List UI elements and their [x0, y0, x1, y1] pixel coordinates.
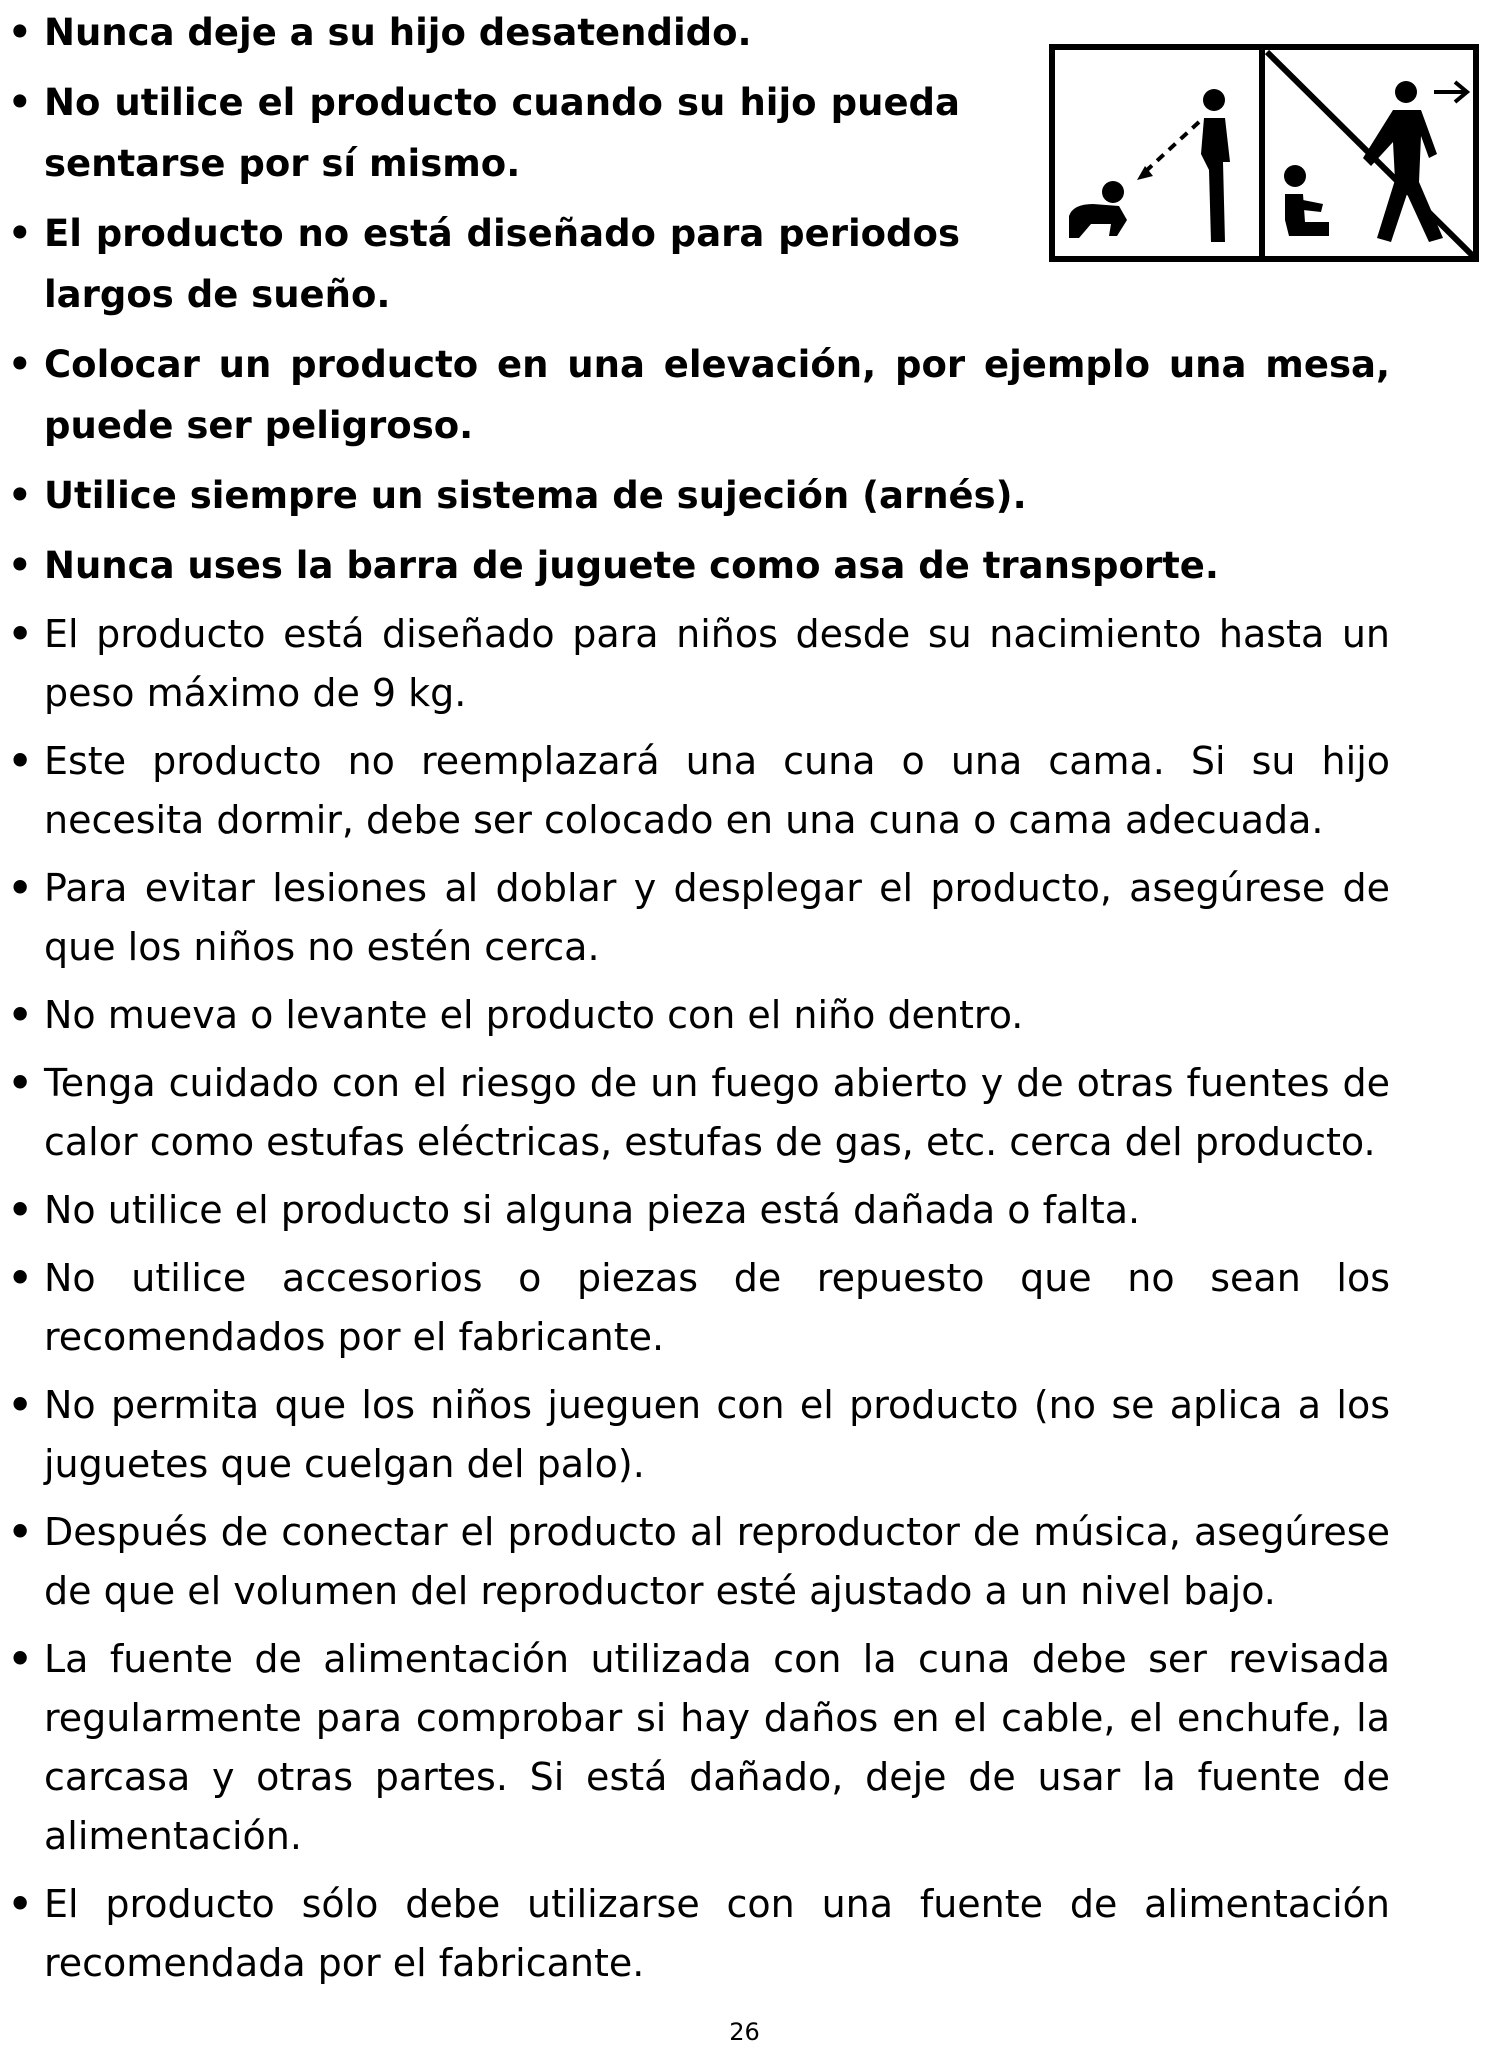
- warning-text: Tenga cuidado con el riesgo de un fuego abierto y de otras fuentes de calor como estufas eléctricas, estufas de gas, etc. cerca del producto.: [44, 1061, 1390, 1164]
- bullet-icon: •: [8, 1637, 33, 1681]
- warning-text: Utilice siempre un sistema de sujeción (arnés).: [44, 474, 1027, 517]
- warning-item: [8, 605, 1390, 723]
- warning-text: No utilice accesorios o piezas de repuesto que no sean los recomendados por el fabricante.: [44, 1256, 1390, 1359]
- page-number: 26: [729, 2018, 760, 2046]
- bullet-icon: •: [8, 612, 33, 656]
- warning-item: [8, 1875, 1390, 1993]
- bullet-icon: •: [8, 474, 32, 517]
- warning-item: [8, 535, 1390, 596]
- bullet-icon: •: [8, 1882, 33, 1926]
- bullet-icon: •: [8, 1256, 33, 1300]
- warning-text: El producto sólo debe utilizarse con una fuente de alimentación recomendada por el fabricante.: [44, 1882, 1390, 1985]
- warning-text: Después de conectar el producto al reproductor de música, asegúrese de que el volumen del reproductor esté ajustado a un nivel bajo.: [44, 1510, 1390, 1613]
- bullet-icon: •: [8, 343, 32, 386]
- bullet-icon: •: [8, 11, 32, 54]
- warning-text: No utilice el producto cuando su hijo pueda sentarse por sí mismo.: [44, 81, 960, 185]
- bullet-icon: •: [8, 993, 33, 1037]
- bullet-icon: •: [8, 1188, 33, 1232]
- bullet-icon: •: [8, 1383, 33, 1427]
- warning-text: El producto no está diseñado para periodos largos de sueño.: [44, 212, 960, 316]
- warning-item: [8, 1503, 1390, 1621]
- bullet-icon: •: [8, 739, 33, 783]
- warning-item: [8, 732, 1390, 850]
- warning-text: No permita que los niños jueguen con el producto (no se aplica a los juguetes que cuelgan del palo).: [44, 1383, 1390, 1486]
- warning-item: [8, 334, 1390, 456]
- warning-item: [8, 203, 960, 325]
- warning-text: Nunca deje a su hijo desatendido.: [44, 11, 752, 54]
- warning-text: El producto está diseñado para niños desde su nacimiento hasta un peso máximo de 9 kg.: [44, 612, 1390, 715]
- warning-text: No utilice el producto si alguna pieza está dañada o falta.: [44, 1188, 1141, 1232]
- warning-item: [8, 1181, 1390, 1240]
- bullet-icon: •: [8, 1510, 33, 1554]
- warning-text: Este producto no reemplazará una cuna o una cama. Si su hijo necesita dormir, debe ser colocado en una cuna o cama adecuada.: [44, 739, 1390, 842]
- warning-item: [8, 1249, 1390, 1367]
- warning-item: [8, 859, 1390, 977]
- warning-item: [8, 465, 1390, 526]
- warning-text: Para evitar lesiones al doblar y desplegar el producto, asegúrese de que los niños no estén cerca.: [44, 866, 1390, 969]
- bullet-icon: •: [8, 866, 33, 910]
- warning-item: [8, 1630, 1390, 1866]
- warning-text: No mueva o levante el producto con el niño dentro.: [44, 993, 1024, 1037]
- warning-item: [8, 986, 1390, 1045]
- bullet-icon: •: [8, 1061, 33, 1105]
- do-not-leave-child-unattended-icon: [1049, 44, 1479, 262]
- warning-text: Nunca uses la barra de juguete como asa de transporte.: [44, 544, 1219, 587]
- warning-item: [8, 1376, 1390, 1494]
- bullet-icon: •: [8, 81, 32, 124]
- warning-text: Colocar un producto en una elevación, por ejemplo una mesa, puede ser peligroso.: [44, 343, 1390, 447]
- warning-item: [8, 1054, 1390, 1172]
- warning-text: La fuente de alimentación utilizada con la cuna debe ser revisada regularmente para comprobar si hay daños en el cable, el enchufe, la carcasa y otras partes. Si está dañado, deje de usar la fuente de alimentación.: [44, 1637, 1390, 1858]
- safety-warnings-list: [8, 2, 1390, 2002]
- warning-item: [8, 72, 960, 194]
- bullet-icon: •: [8, 544, 32, 587]
- bullet-icon: •: [8, 212, 32, 255]
